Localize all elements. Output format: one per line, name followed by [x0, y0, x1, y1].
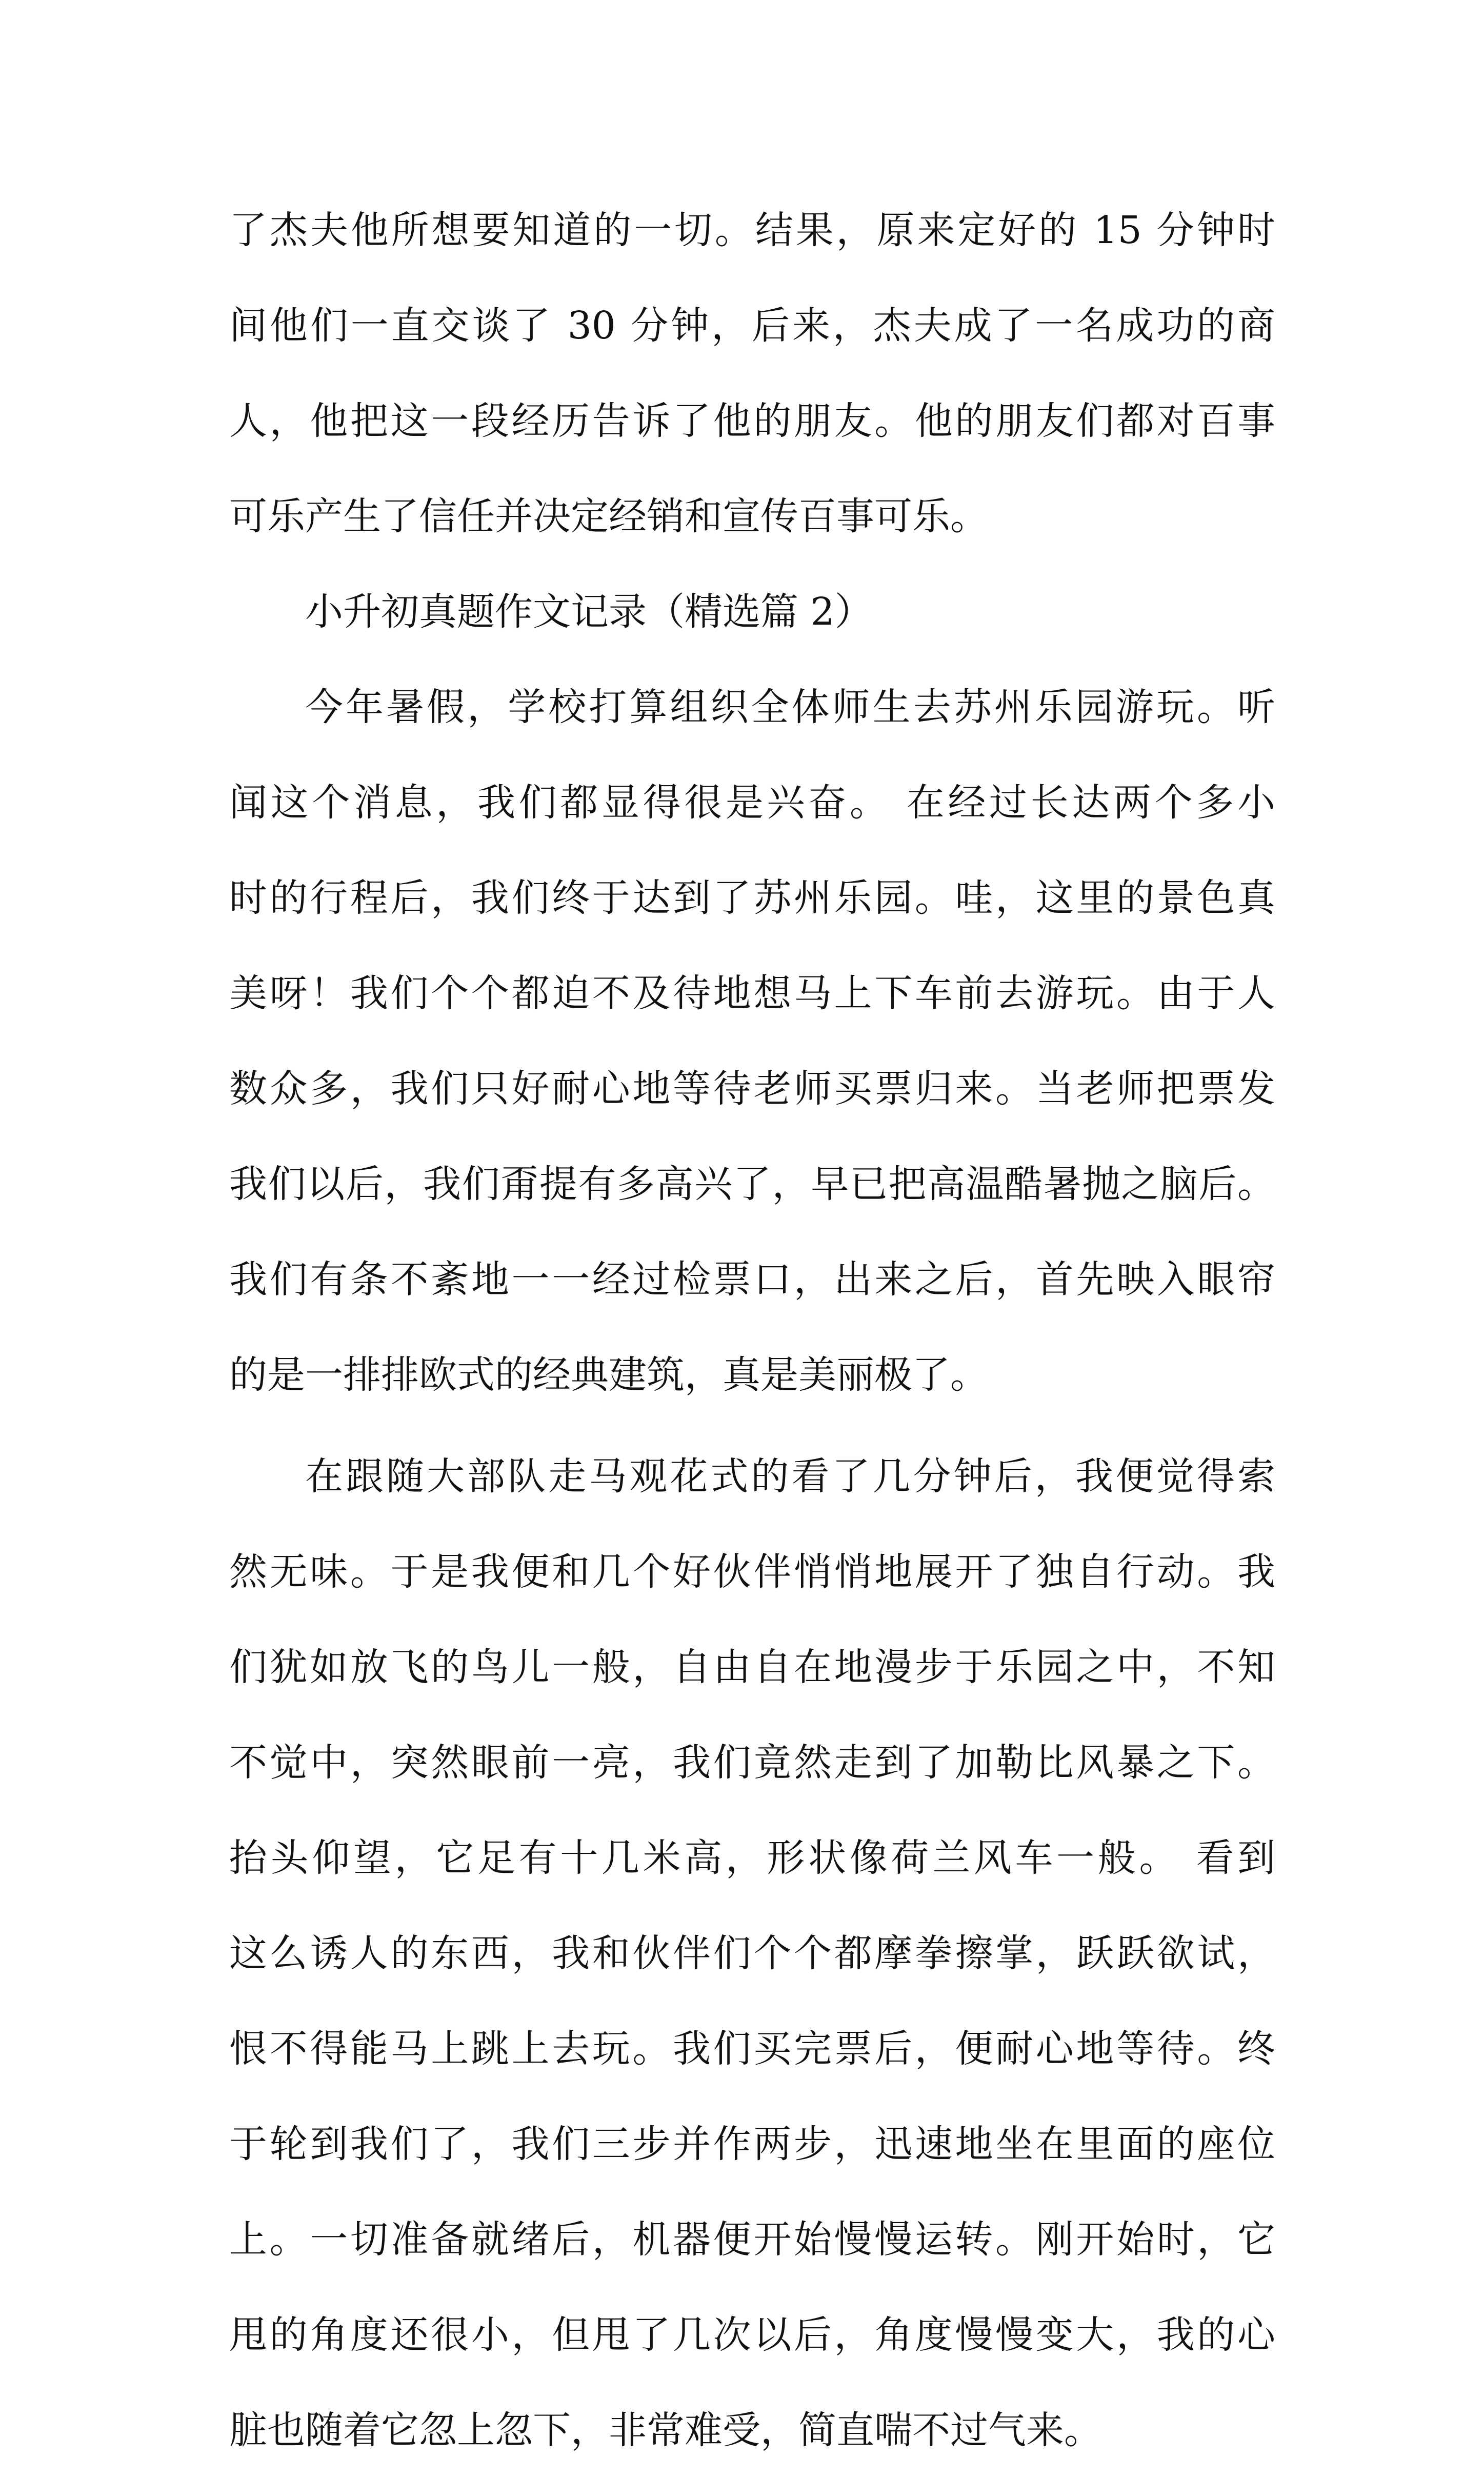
text-line: 在跟随大部队走马观花式的看了几分钟后，我便觉得索: [305, 1454, 1275, 1498]
text-line: 了杰夫他所想要知道的一切。结果，原来定好的 15 分钟时: [229, 208, 1275, 252]
text-line: 时的行程后，我们终于达到了苏州乐园。哇，这里的景色真: [229, 876, 1275, 920]
text-column: [229, 183, 1275, 2478]
text-line: 我们以后，我们甭提有多高兴了，早已把高温酷暑抛之脑后。: [229, 1162, 1275, 1206]
text-line: 这么诱人的东西，我和伙伴们个个都摩拳擦掌，跃跃欲试，: [229, 1931, 1275, 1975]
paragraph: [229, 1429, 1275, 2478]
text-line: 可乐产生了信任并决定经销和宣传百事可乐。: [229, 494, 988, 538]
heading-text: 小升初真题作文记录（精选篇 2）: [305, 590, 873, 634]
text-line: 上。一切准备就绪后，机器便开始慢慢运转。刚开始时，它: [229, 2217, 1275, 2262]
text-line: 抬头仰望，它足有十几米高，形状像荷兰风车一般。 看到: [229, 1836, 1275, 1880]
section-heading: [229, 564, 1275, 660]
text-line: 今年暑假，学校打算组织全体师生去苏州乐园游玩。听: [305, 685, 1275, 729]
text-line: 们犹如放飞的鸟儿一般，自由自在地漫步于乐园之中，不知: [229, 1645, 1275, 1689]
text-line: 间他们一直交谈了 30 分钟，后来，杰夫成了一名成功的商: [229, 304, 1275, 348]
text-line: 脏也随着它忽上忽下，非常难受，简直喘不过气来。: [229, 2408, 1102, 2452]
text-line: 人，他把这一段经历告诉了他的朋友。他的朋友们都对百事: [229, 399, 1275, 443]
text-line: 然无味。于是我便和几个好伙伴悄悄地展开了独自行动。我: [229, 1550, 1275, 1594]
text-line: 我们有条不紊地一一经过检票口，出来之后，首先映入眼帘: [229, 1257, 1275, 1302]
text-line: 闻这个消息，我们都显得很是兴奋。 在经过长达两个多小: [229, 781, 1275, 825]
paragraph-gap: [229, 1423, 1275, 1429]
text-line: 美呀！我们个个都迫不及待地想马上下车前去游玩。由于人: [229, 971, 1275, 1015]
text-line: 恨不得能马上跳上去玩。我们买完票后，便耐心地等待。终: [229, 2027, 1275, 2071]
text-line: 不觉中，突然眼前一亮，我们竟然走到了加勒比风暴之下。: [229, 1741, 1275, 1785]
text-line: 数众多，我们只好耐心地等待老师买票归来。当老师把票发: [229, 1067, 1275, 1111]
text-line: 于轮到我们了，我们三步并作两步，迅速地坐在里面的座位: [229, 2122, 1275, 2166]
text-line: 甩的角度还很小，但甩了几次以后，角度慢慢变大，我的心: [229, 2313, 1275, 2357]
text-line: 的是一排排欧式的经典建筑，真是美丽极了。: [229, 1353, 988, 1397]
paragraph: [229, 183, 1275, 564]
paragraph: [229, 660, 1275, 1423]
